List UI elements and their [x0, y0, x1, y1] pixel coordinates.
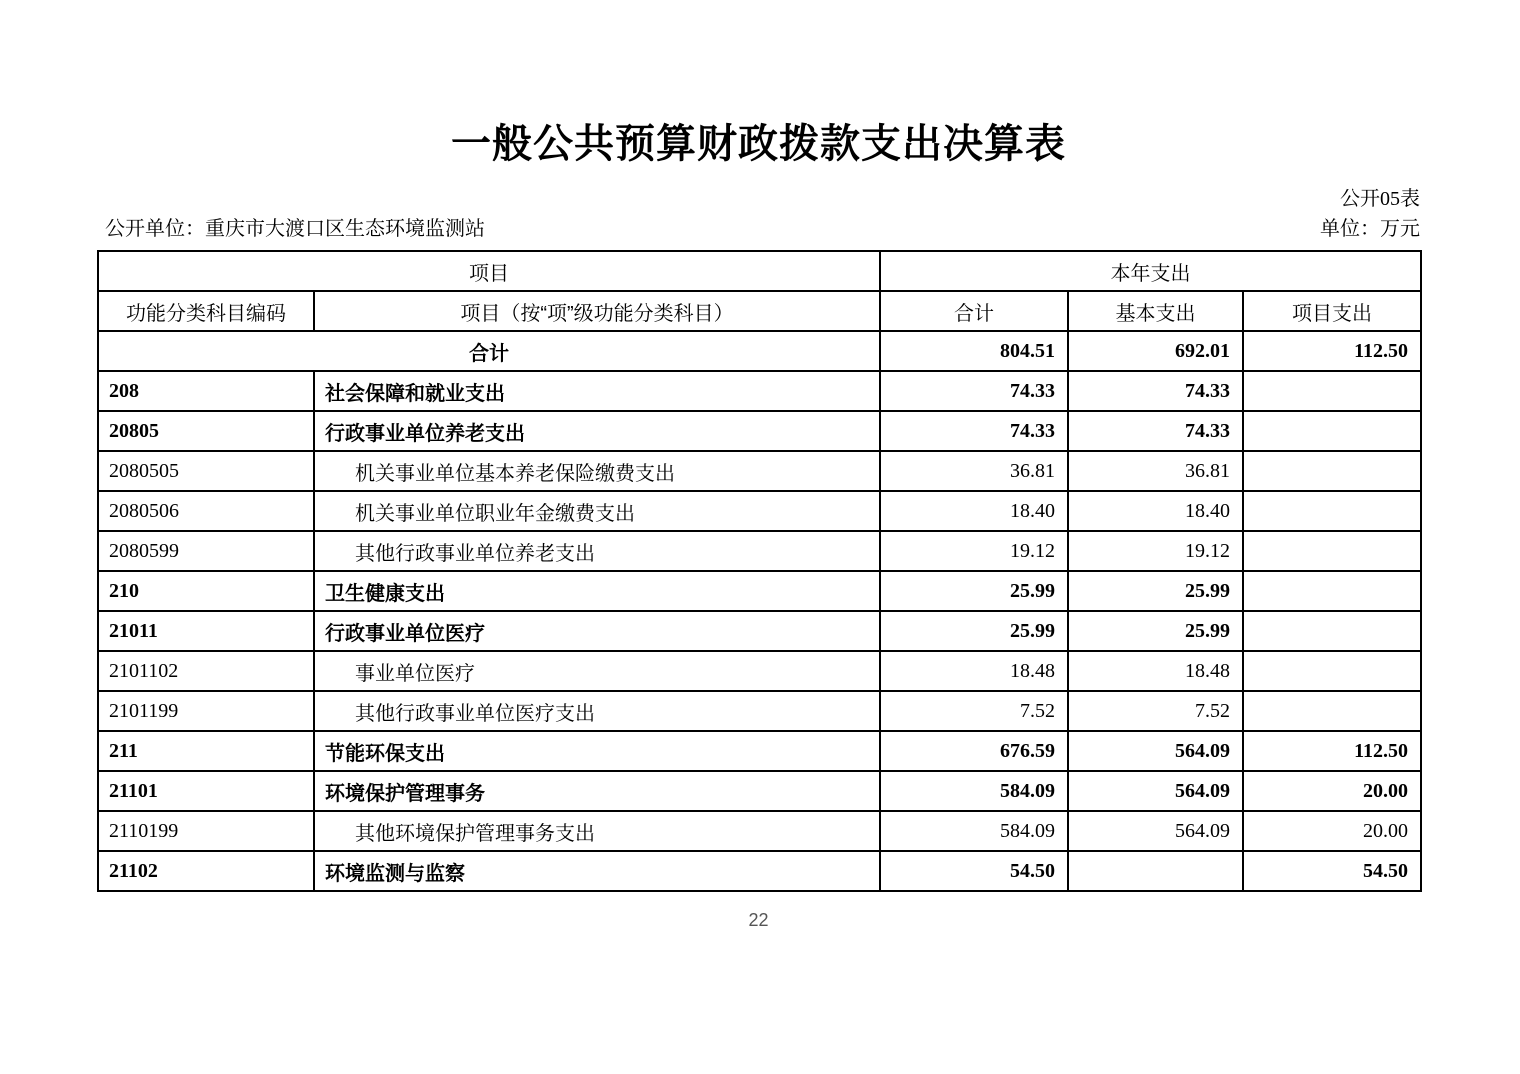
- table-row: [98, 531, 1421, 571]
- table-total-row: [98, 331, 1421, 371]
- basic-expense-cell: [1068, 851, 1243, 891]
- header-col-basic: 基本支出: [1068, 291, 1243, 331]
- project-expense-cell: [1243, 691, 1421, 731]
- project-expense-cell: [1243, 371, 1421, 411]
- total-row-label: 合计: [98, 331, 880, 371]
- function-code-cell: 21102: [98, 851, 314, 891]
- total-cell: 18.40: [880, 491, 1068, 531]
- item-name-cell: 其他行政事业单位养老支出: [314, 531, 880, 571]
- function-code-cell: 2101199: [98, 691, 314, 731]
- basic-expense-cell: 25.99: [1068, 611, 1243, 651]
- table-row: [98, 611, 1421, 651]
- table-row: [98, 691, 1421, 731]
- budget-table: [97, 250, 1422, 892]
- total-cell: 804.51: [880, 331, 1068, 371]
- item-name-cell: 行政事业单位医疗: [314, 611, 880, 651]
- item-name-cell: 机关事业单位基本养老保险缴费支出: [314, 451, 880, 491]
- project-expense-cell: [1243, 611, 1421, 651]
- basic-expense-cell: 25.99: [1068, 571, 1243, 611]
- basic-expense-cell: 564.09: [1068, 731, 1243, 771]
- basic-expense-cell: 74.33: [1068, 371, 1243, 411]
- project-expense-cell: [1243, 411, 1421, 451]
- table-row: [98, 411, 1421, 451]
- basic-expense-cell: 692.01: [1068, 331, 1243, 371]
- total-cell: 74.33: [880, 371, 1068, 411]
- item-name-cell: 环境保护管理事务: [314, 771, 880, 811]
- project-expense-cell: 112.50: [1243, 331, 1421, 371]
- table-row: [98, 451, 1421, 491]
- basic-expense-cell: 564.09: [1068, 811, 1243, 851]
- item-name-cell: 机关事业单位职业年金缴费支出: [314, 491, 880, 531]
- basic-expense-cell: 18.40: [1068, 491, 1243, 531]
- total-cell: 36.81: [880, 451, 1068, 491]
- header-group-row: [98, 251, 1421, 291]
- basic-expense-cell: 19.12: [1068, 531, 1243, 571]
- item-name-cell: 其他环境保护管理事务支出: [314, 811, 880, 851]
- item-name-cell: 行政事业单位养老支出: [314, 411, 880, 451]
- header-col-total: 合计: [880, 291, 1068, 331]
- function-code-cell: 211: [98, 731, 314, 771]
- table-row: [98, 811, 1421, 851]
- total-cell: 676.59: [880, 731, 1068, 771]
- function-code-cell: 208: [98, 371, 314, 411]
- total-cell: 584.09: [880, 771, 1068, 811]
- basic-expense-cell: 7.52: [1068, 691, 1243, 731]
- item-name-cell: 其他行政事业单位医疗支出: [314, 691, 880, 731]
- project-expense-cell: 54.50: [1243, 851, 1421, 891]
- project-expense-cell: [1243, 571, 1421, 611]
- basic-expense-cell: 36.81: [1068, 451, 1243, 491]
- total-cell: 54.50: [880, 851, 1068, 891]
- table-row: [98, 371, 1421, 411]
- header-col-project: 项目支出: [1243, 291, 1421, 331]
- header-columns-row: [98, 291, 1421, 331]
- page-title: 一般公共预算财政拨款支出决算表: [451, 122, 1066, 166]
- total-cell: 7.52: [880, 691, 1068, 731]
- project-expense-cell: [1243, 531, 1421, 571]
- total-cell: 584.09: [880, 811, 1068, 851]
- table-code-label: 公开05表: [1340, 188, 1420, 210]
- function-code-cell: 2101102: [98, 651, 314, 691]
- project-expense-cell: 20.00: [1243, 771, 1421, 811]
- function-code-cell: 21101: [98, 771, 314, 811]
- header-col-item: 项目（按“项”级功能分类科目）: [314, 291, 880, 331]
- total-cell: 25.99: [880, 571, 1068, 611]
- function-code-cell: 2080505: [98, 451, 314, 491]
- header-group-item: 项目: [98, 251, 880, 291]
- project-expense-cell: [1243, 491, 1421, 531]
- table-header: [98, 251, 1421, 331]
- total-cell: 18.48: [880, 651, 1068, 691]
- table-row: [98, 651, 1421, 691]
- function-code-cell: 21011: [98, 611, 314, 651]
- publishing-unit-label: 公开单位：重庆市大渡口区生态环境监测站: [105, 218, 485, 240]
- item-name-cell: 社会保障和就业支出: [314, 371, 880, 411]
- header-group-expense: 本年支出: [880, 251, 1421, 291]
- info-line: [97, 216, 1420, 242]
- basic-expense-cell: 18.48: [1068, 651, 1243, 691]
- table-row: [98, 731, 1421, 771]
- function-code-cell: 2110199: [98, 811, 314, 851]
- project-expense-cell: 112.50: [1243, 731, 1421, 771]
- table-body: [98, 331, 1421, 891]
- total-cell: 19.12: [880, 531, 1068, 571]
- table-row: [98, 571, 1421, 611]
- item-name-cell: 节能环保支出: [314, 731, 880, 771]
- item-name-cell: 卫生健康支出: [314, 571, 880, 611]
- table-row: [98, 771, 1421, 811]
- basic-expense-cell: 74.33: [1068, 411, 1243, 451]
- item-name-cell: 环境监测与监察: [314, 851, 880, 891]
- item-name-cell: 事业单位医疗: [314, 651, 880, 691]
- header-col-code: 功能分类科目编码: [98, 291, 314, 331]
- total-cell: 25.99: [880, 611, 1068, 651]
- function-code-cell: 20805: [98, 411, 314, 451]
- unit-of-measure-label: 单位：万元: [1320, 218, 1420, 240]
- basic-expense-cell: 564.09: [1068, 771, 1243, 811]
- project-expense-cell: [1243, 451, 1421, 491]
- table-row: [98, 491, 1421, 531]
- total-cell: 74.33: [880, 411, 1068, 451]
- function-code-cell: 2080506: [98, 491, 314, 531]
- function-code-cell: 210: [98, 571, 314, 611]
- project-expense-cell: 20.00: [1243, 811, 1421, 851]
- function-code-cell: 2080599: [98, 531, 314, 571]
- project-expense-cell: [1243, 651, 1421, 691]
- table-row: [98, 851, 1421, 891]
- page-number: 22: [748, 910, 769, 930]
